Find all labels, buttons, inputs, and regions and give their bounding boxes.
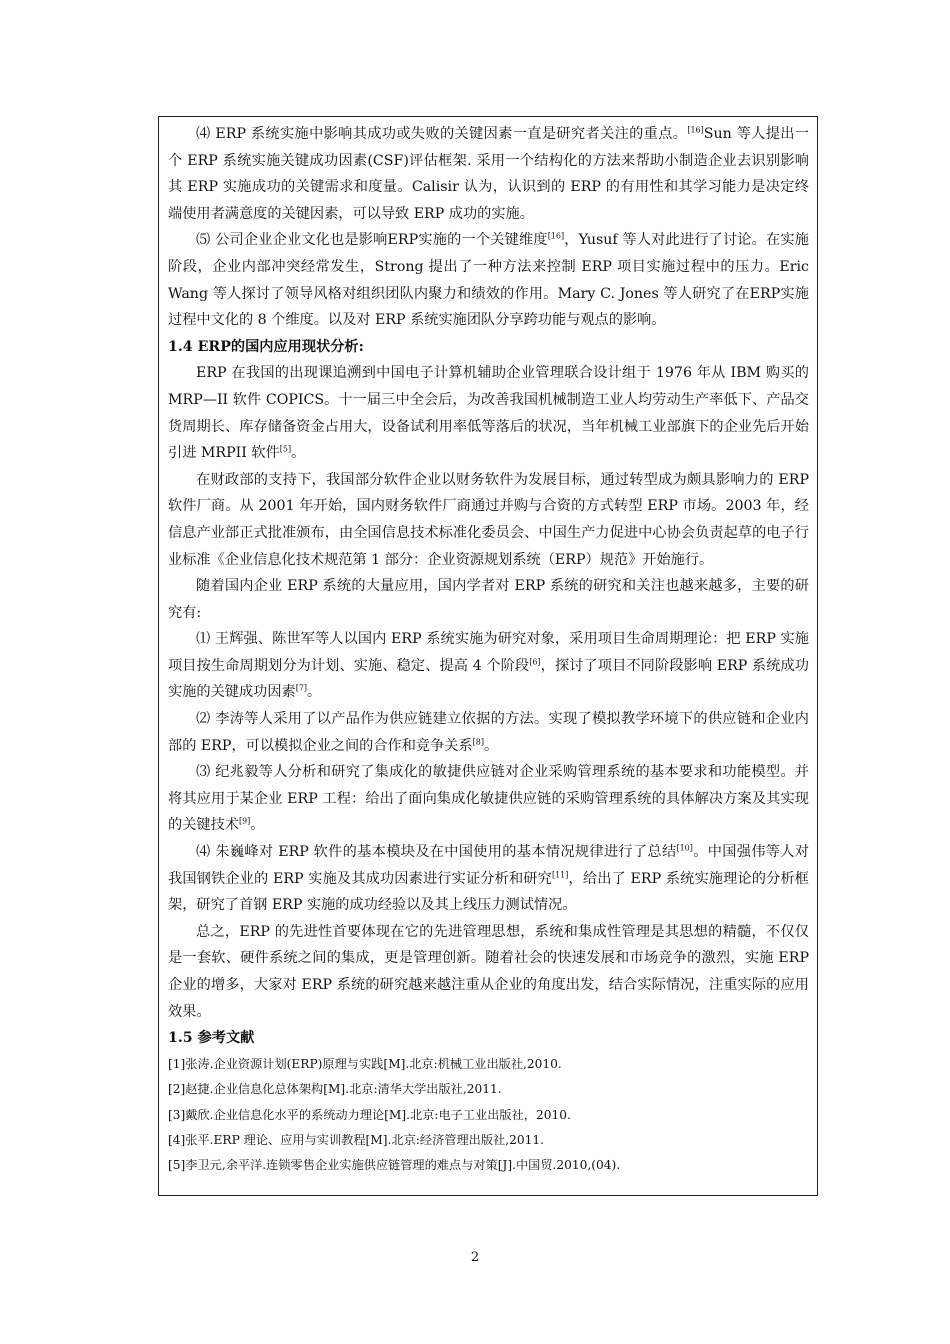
paragraph-vendors: 在财政部的支持下，我国部分软件企业以财务软件为发展目标，通过转型成为颇具影响力的 ERP 软件厂商。从 2001 年开始，国内财务软件厂商通过并购与合资的方式转型 ERP 市场。2003 年，经信息产业部正式批准颁布，由全国信息技术标准化委员会、中国生产力促进中心协会负责起草的电子行业标准《企业信息化技术规范第 1 部分：企业资源规划系统（ERP）规范》开始施行。 [168, 471, 809, 568]
paragraph-summary: 总之，ERP 的先进性首要体现在它的先进管理思想，系统和集成性管理是其思想的精髓，不仅仅是一套软、硬件系统之间的集成，更是管理创新。随着社会的快速发展和市场竞争的激烈，实施 ERP 企业的增多，大家对 ERP 系统的研究越来越注重从企业的角度出发，结合实际情况，注重实际的应用效果。 [168, 923, 809, 1020]
reference-item: [5]李卫元,余平洋.连锁零售企业实施供应链管理的难点与对策[J].中国贸.2010,(04). [168, 1158, 621, 1173]
paragraph-research-1: ⑴ 王辉强、陈世军等人以国内 ERP 系统实施为研究对象，采用项目生命周期理论：把 ERP 实施项目按生命周期划分为计划、实施、稳定、提高 4 个阶段[6]，探讨了项目不同阶段影响 ERP 系统成功实施的关键成功因素[7]。 [168, 631, 809, 701]
paragraph-research-2: ⑵ 李涛等人采用了以产品作为供应链建立依据的方法。实现了模拟教学环境下的供应链和企业内部的 ERP，可以模拟企业之间的合作和竞争关系[8]。 [168, 711, 809, 754]
paragraph-research-4: ⑷ 朱巍峰对 ERP 软件的基本模块及在中国使用的基本情况规律进行了总结[10]。中国强伟等人对我国钢铁企业的 ERP 实施及其成功因素进行实证分析和研究[11]，给出了 ERP 系统实施理论的分析框架，研究了首钢 ERP 实施的成功经验以及其上线压力测试情况。 [168, 843, 809, 914]
reference-item: [3]戴欣.企业信息化水平的系统动力理论[M].北京:电子工业出版社，2010. [168, 1107, 571, 1122]
page-number: 2 [470, 1250, 480, 1265]
reference-item: [2]赵捷.企业信息化总体架构[M].北京:清华大学出版社,2011. [168, 1082, 502, 1097]
paragraph-culture: ⑸ 公司企业企业文化也是影响ERP实施的一个关键维度[16]，Yusuf 等人对此进行了讨论。在实施阶段，企业内部冲突经常发生，Strong 提出了一种方法来控制 ERP 项目实施过程中的压力。Eric Wang 等人探讨了领导风格对组织团队内聚力和绩效的作用。Mary C. Jones 等人研究了在ERP实施过程中文化的 8 个维度。以及对 ERP 系统实施团队分享跨功能与观点的影响。 [168, 231, 809, 329]
section-heading-1-5: 1.5 参考文献 [168, 1030, 255, 1047]
reference-item: [4]张平.ERP 理论、应用与实训教程[M].北京:经济管理出版社,2011. [168, 1133, 544, 1147]
paragraph-history: ERP 在我国的出现课追溯到中国电子计算机辅助企业管理联合设计组于 1976 年从 IBM 购买的 MRP—II 软件 COPICS。十一届三中全会后，为改善我国机械制造工业人均劳动生产率低下、产品交货周期长、库存储备资金占用大，设备试利用率低等落后的状况，当年机械工业部旗下的企业先后开始引进 MRPII 软件[5]。 [168, 365, 809, 462]
paragraph-research-3: ⑶ 纪兆毅等人分析和研究了集成化的敏捷供应链对企业采购管理系统的基本要求和功能模型。并将其应用于某企业 ERP 工程：给出了面向集成化敏捷供应链的采购管理系统的具体解决方案及其实现的关键技术[9]。 [168, 764, 809, 834]
reference-item: [1]张涛.企业资源计划(ERP)原理与实践[M].北京:机械工业出版社,2010. [168, 1056, 562, 1071]
section-heading-1-4: 1.4 ERP的国内应用现状分析: [168, 338, 364, 355]
content-frame [158, 116, 818, 1196]
paragraph-research-intro: 随着国内企业 ERP 系统的大量应用，国内学者对 ERP 系统的研究和关注也越来越多，主要的研究有: [168, 578, 809, 621]
paragraph-csf: ⑷ ERP 系统实施中影响其成功或失败的关键因素一直是研究者关注的重点。[16]Sun 等人提出一个 ERP 系统实施关键成功因素(CSF)评估框架. 采用一个结构化的方法来帮助小制造企业去识别影响其 ERP 实施成功的关键需求和度量。Calisir 认为，认识到的 ERP 的有用性和其学习能力是决定终端使用者满意度的关键因素，可以导致 ERP 成功的实施。 [168, 125, 809, 222]
